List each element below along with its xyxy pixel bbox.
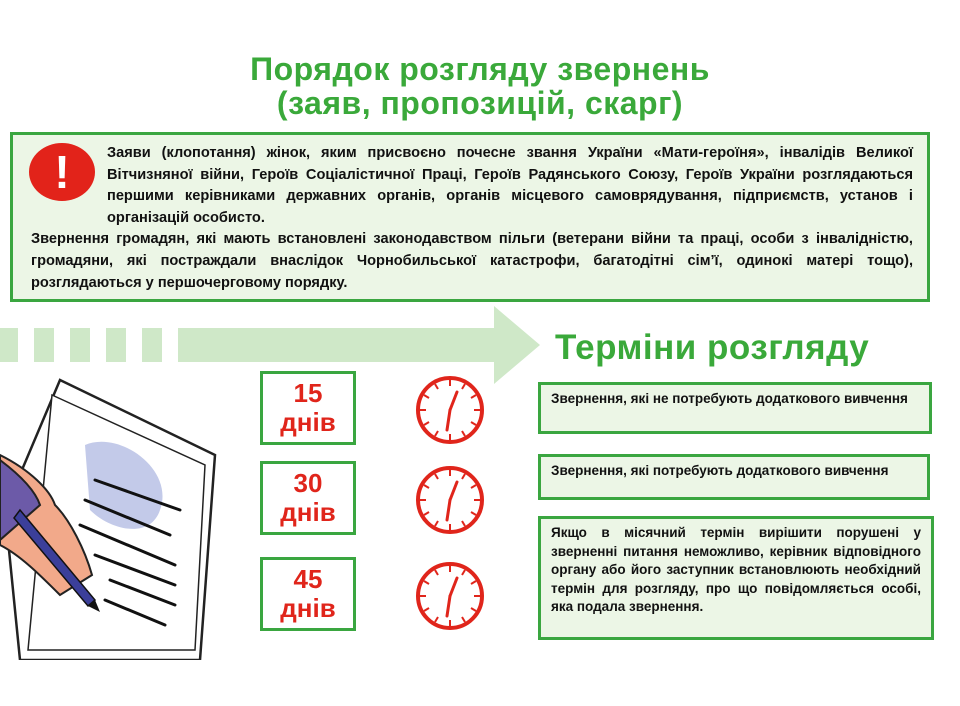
info-paragraph-2: Звернення громадян, які мають встановлені законодавством пільги (ветерани війни та праці, особи з інвалідністю, громадяни, які постраждали внаслідок Чорнобильської катастрофи, багатодітні сім’ї, одинокі матері тощо), розглядаються у першочерговому порядку.	[31, 231, 913, 291]
term-box-15	[260, 371, 356, 445]
arrow-dash	[34, 328, 54, 362]
terms-heading: Терміни розгляду	[555, 328, 870, 367]
term-description-15: Звернення, які не потребують додаткового вивчення	[538, 382, 932, 434]
clock-icon	[410, 370, 490, 450]
arrow-dash	[0, 328, 18, 362]
clock-icon	[410, 556, 490, 636]
term-box-30	[260, 461, 356, 535]
term-unit: днів	[280, 593, 336, 623]
arrow-dash	[70, 328, 90, 362]
term-unit: днів	[280, 497, 336, 527]
term-number: 15	[293, 378, 323, 408]
title-line-1: Порядок розгляду звернень	[250, 51, 710, 87]
term-number: 45	[293, 564, 323, 594]
warning-icon: !	[29, 143, 95, 201]
term-unit: днів	[280, 407, 336, 437]
info-box	[10, 132, 930, 302]
hand-writing-illustration	[0, 360, 250, 660]
page-title	[140, 52, 820, 120]
info-text	[31, 143, 913, 294]
title-line-2: (заяв, пропозицій, скарг)	[276, 85, 684, 121]
term-description-45: Якщо в місячний термін вирішити порушені у зверненні питання неможливо, керівник відповідного органу або його заступник встановлюють необхідний термін для розгляду, про що повідомляється особі, яка подала звернення.	[538, 516, 934, 640]
info-paragraph-1: Заяви (клопотання) жінок, яким присвоєно почесне звання України «Мати-героїня», інвалідів Великої Вітчизняної війни, Героїв Соціалістичної Праці, Героїв Радянського Союзу, Героїв України розглядаються першими керівниками державних органів, органів місцевого самоврядування, підприємств, установ і організацій особисто.	[107, 145, 913, 226]
term-box-45	[260, 557, 356, 631]
term-description-30: Звернення, які потребують додаткового вивчення	[538, 454, 930, 500]
term-number: 30	[293, 468, 323, 498]
clock-icon	[410, 460, 490, 540]
arrow-dash	[106, 328, 126, 362]
arrow-dash	[142, 328, 162, 362]
